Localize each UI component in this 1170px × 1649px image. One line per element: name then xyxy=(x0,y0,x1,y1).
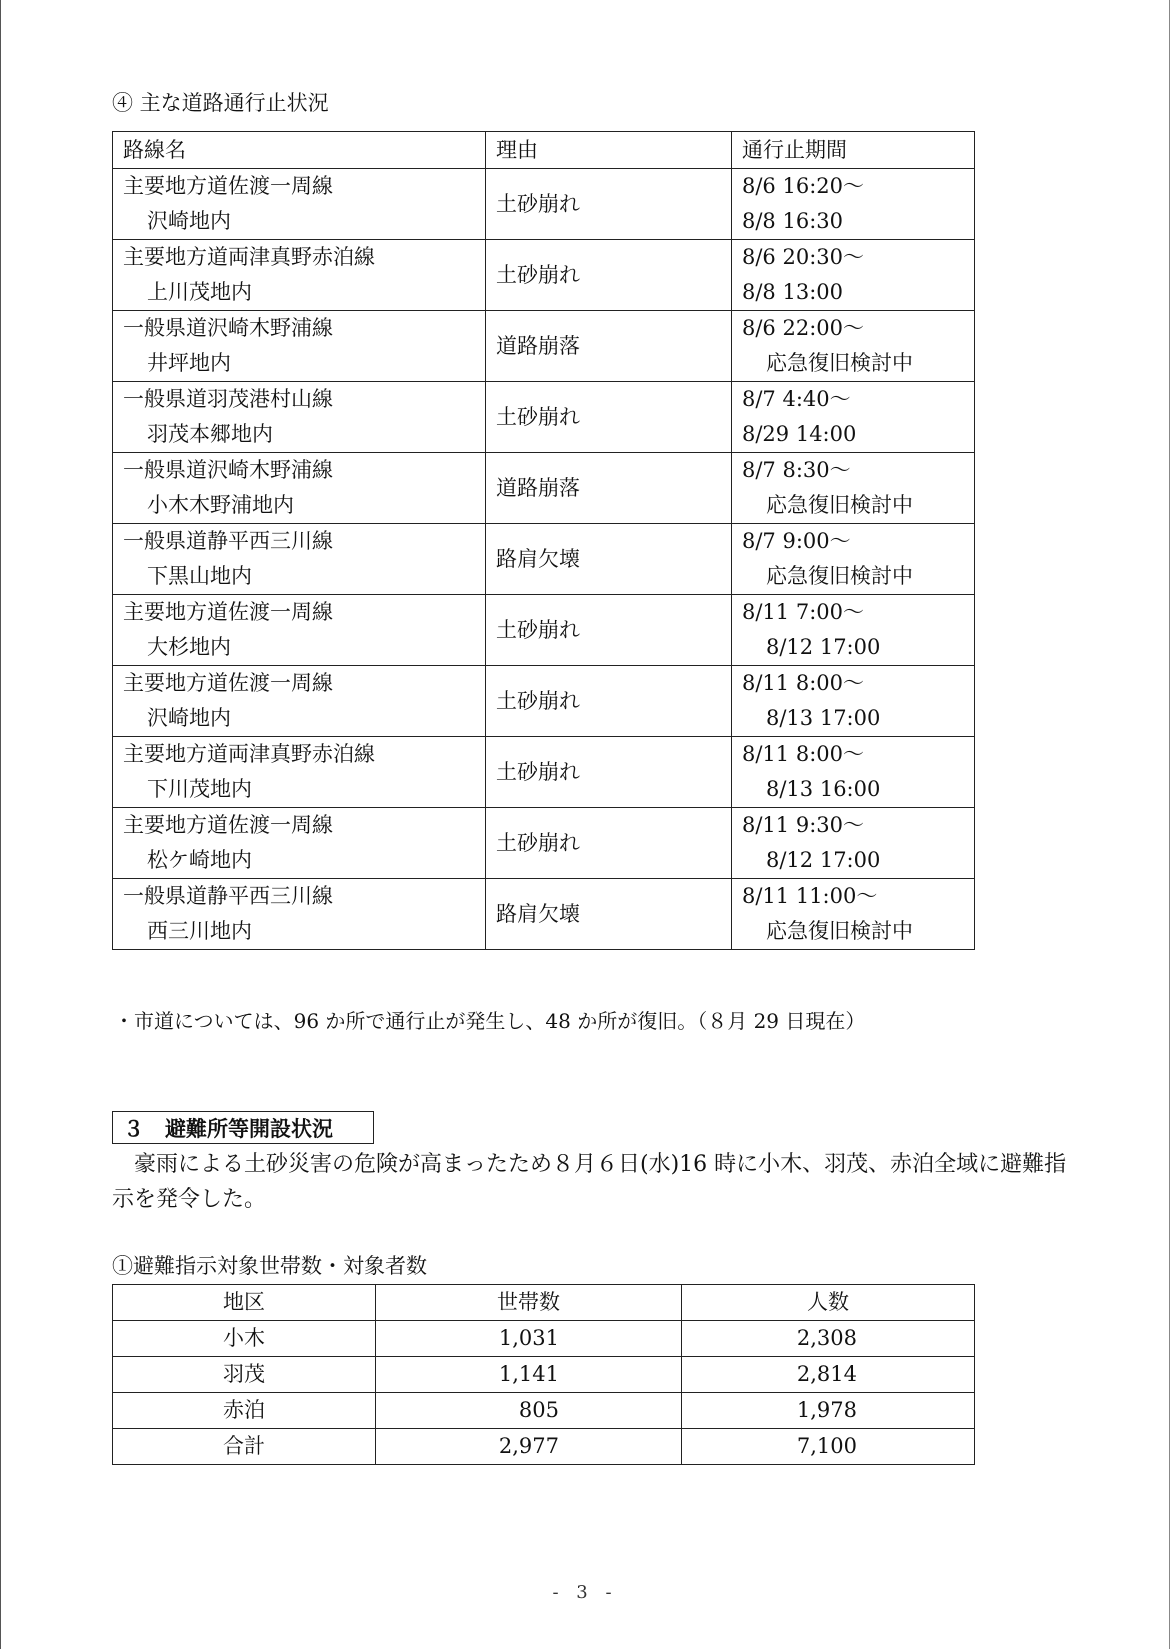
header-people: 人数 xyxy=(682,1285,975,1321)
route-cell xyxy=(113,382,486,453)
table-row xyxy=(113,1393,975,1429)
header-district: 地区 xyxy=(113,1285,376,1321)
period-cell xyxy=(732,311,975,382)
period-end: 応急復旧検討中 xyxy=(766,351,913,375)
period-cell xyxy=(732,382,975,453)
evacuation-target-table xyxy=(112,1284,975,1465)
route-area: 下黒山地内 xyxy=(147,564,252,588)
reason-cell: 土砂崩れ xyxy=(486,808,732,879)
period-end: 応急復旧検討中 xyxy=(766,919,913,943)
reason-cell: 土砂崩れ xyxy=(486,240,732,311)
table-row xyxy=(113,240,975,311)
period-start: 8/11 11:00～ xyxy=(742,884,878,908)
route-area: 沢崎地内 xyxy=(147,706,231,730)
reason-cell: 路肩欠壊 xyxy=(486,524,732,595)
period-start: 8/7 8:30～ xyxy=(742,458,851,482)
people-cell: 2,308 xyxy=(682,1321,975,1357)
page-edge-left xyxy=(0,0,1,1649)
table-row xyxy=(113,666,975,737)
period-cell xyxy=(732,737,975,808)
road-closure-table xyxy=(112,131,975,950)
route-area: 上川茂地内 xyxy=(147,280,252,304)
route-area: 羽茂本郷地内 xyxy=(147,422,273,446)
period-start: 8/11 8:00～ xyxy=(742,742,864,766)
period-start: 8/11 7:00～ xyxy=(742,600,864,624)
period-start: 8/6 22:00～ xyxy=(742,316,864,340)
period-end: 8/13 17:00 xyxy=(766,706,881,730)
route-name: 一般県道沢崎木野浦線 xyxy=(123,458,333,482)
households-cell: 805 xyxy=(376,1393,682,1429)
table-row xyxy=(113,1321,975,1357)
period-cell xyxy=(732,879,975,950)
table-row xyxy=(113,808,975,879)
period-cell xyxy=(732,524,975,595)
route-area: 西三川地内 xyxy=(147,919,252,943)
table-row xyxy=(113,737,975,808)
period-end: 8/29 14:00 xyxy=(742,422,857,446)
route-area: 大杉地内 xyxy=(147,635,231,659)
district-cell: 合計 xyxy=(113,1429,376,1465)
reason-cell: 土砂崩れ xyxy=(486,737,732,808)
evacuation-table-title: ①避難指示対象世帯数・対象者数 xyxy=(112,1254,427,1278)
reason-cell: 土砂崩れ xyxy=(486,666,732,737)
table-row xyxy=(113,879,975,950)
road-table-header-row xyxy=(113,132,975,169)
people-cell: 1,978 xyxy=(682,1393,975,1429)
route-area: 沢崎地内 xyxy=(147,209,231,233)
evac-table-header-row xyxy=(113,1285,975,1321)
route-area: 井坪地内 xyxy=(147,351,231,375)
table-row xyxy=(113,311,975,382)
table-row xyxy=(113,524,975,595)
header-period: 通行止期間 xyxy=(732,132,975,169)
reason-cell: 道路崩落 xyxy=(486,311,732,382)
table-row xyxy=(113,453,975,524)
period-cell xyxy=(732,453,975,524)
route-name: 一般県道静平西三川線 xyxy=(123,529,333,553)
header-route: 路線名 xyxy=(113,132,486,169)
route-name: 一般県道羽茂港村山線 xyxy=(123,387,333,411)
period-end: 8/8 13:00 xyxy=(742,280,843,304)
route-name: 主要地方道両津真野赤泊線 xyxy=(123,245,375,269)
period-end: 8/8 16:30 xyxy=(742,209,843,233)
people-cell: 7,100 xyxy=(682,1429,975,1465)
period-start: 8/6 20:30～ xyxy=(742,245,864,269)
households-cell: 2,977 xyxy=(376,1429,682,1465)
table-row xyxy=(113,595,975,666)
district-cell: 小木 xyxy=(113,1321,376,1357)
route-cell xyxy=(113,595,486,666)
route-cell xyxy=(113,524,486,595)
period-end: 8/12 17:00 xyxy=(766,848,881,872)
page-number: - 3 - xyxy=(552,1582,618,1603)
city-road-note: ・市道については、96 か所で通行止が発生し、48 か所が復旧。（８月 29 日現在） xyxy=(114,1009,866,1033)
route-name: 主要地方道佐渡一周線 xyxy=(123,174,333,198)
households-cell: 1,031 xyxy=(376,1321,682,1357)
period-start: 8/7 4:40～ xyxy=(742,387,851,411)
route-cell xyxy=(113,169,486,240)
period-end: 8/12 17:00 xyxy=(766,635,881,659)
table-row xyxy=(113,169,975,240)
table-row xyxy=(113,382,975,453)
households-cell: 1,141 xyxy=(376,1357,682,1393)
route-area: 松ケ崎地内 xyxy=(147,848,252,872)
header-reason: 理由 xyxy=(486,132,732,169)
period-end: 応急復旧検討中 xyxy=(766,493,913,517)
reason-cell: 土砂崩れ xyxy=(486,595,732,666)
route-name: 一般県道沢崎木野浦線 xyxy=(123,316,333,340)
district-cell: 羽茂 xyxy=(113,1357,376,1393)
table-row xyxy=(113,1429,975,1465)
period-start: 8/11 9:30～ xyxy=(742,813,864,837)
period-start: 8/7 9:00～ xyxy=(742,529,851,553)
period-end: 応急復旧検討中 xyxy=(766,564,913,588)
evac-table-body xyxy=(113,1321,975,1465)
route-cell xyxy=(113,879,486,950)
district-cell: 赤泊 xyxy=(113,1393,376,1429)
evacuation-section-heading: ３ 避難所等開設状況 xyxy=(112,1111,374,1144)
route-cell xyxy=(113,737,486,808)
period-cell xyxy=(732,666,975,737)
route-cell xyxy=(113,453,486,524)
route-cell xyxy=(113,311,486,382)
route-area: 下川茂地内 xyxy=(147,777,252,801)
road-table-body xyxy=(113,169,975,950)
route-name: 主要地方道両津真野赤泊線 xyxy=(123,742,375,766)
reason-cell: 土砂崩れ xyxy=(486,169,732,240)
route-cell xyxy=(113,240,486,311)
evacuation-paragraph: 豪雨による土砂災害の危険が高まったため８月６日(水)16 時に小木、羽茂、赤泊全域に避難指示を発令した。 xyxy=(112,1152,1067,1212)
route-area: 小木木野浦地内 xyxy=(147,493,294,517)
period-cell xyxy=(732,169,975,240)
reason-cell: 路肩欠壊 xyxy=(486,879,732,950)
period-cell xyxy=(732,595,975,666)
period-end: 8/13 16:00 xyxy=(766,777,881,801)
route-name: 主要地方道佐渡一周線 xyxy=(123,671,333,695)
route-name: 一般県道静平西三川線 xyxy=(123,884,333,908)
header-households: 世帯数 xyxy=(376,1285,682,1321)
period-start: 8/6 16:20～ xyxy=(742,174,864,198)
road-closure-section-title: ④ 主な道路通行止状況 xyxy=(112,91,329,115)
period-start: 8/11 8:00～ xyxy=(742,671,864,695)
period-cell xyxy=(732,240,975,311)
reason-cell: 道路崩落 xyxy=(486,453,732,524)
route-cell xyxy=(113,808,486,879)
route-cell xyxy=(113,666,486,737)
reason-cell: 土砂崩れ xyxy=(486,382,732,453)
period-cell xyxy=(732,808,975,879)
people-cell: 2,814 xyxy=(682,1357,975,1393)
table-row xyxy=(113,1357,975,1393)
route-name: 主要地方道佐渡一周線 xyxy=(123,813,333,837)
route-name: 主要地方道佐渡一周線 xyxy=(123,600,333,624)
